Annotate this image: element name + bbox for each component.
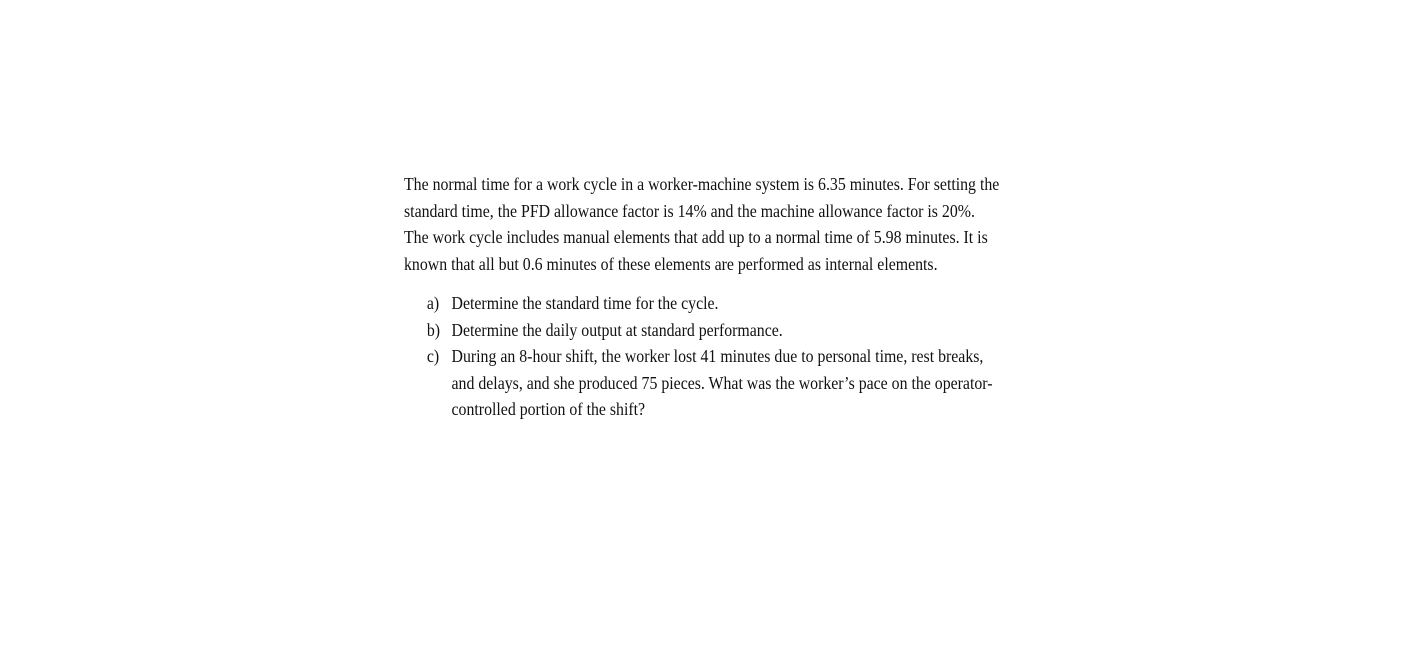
item-marker: b) <box>426 319 441 340</box>
question-item-b <box>404 317 943 344</box>
item-line: Determine the standard time for the cycle. <box>451 293 719 313</box>
item-line: During an 8-hour shift, the worker lost 41 minutes due to personal time, rest breaks, <box>451 346 984 366</box>
intro-paragraph <box>404 171 1000 277</box>
intro-line: standard time, the PFD allowance factor is 14% and the machine allowance factor is 20%. <box>404 200 975 221</box>
item-line: and delays, and she produced 75 pieces. What was the worker’s pace on the operator- <box>451 372 993 393</box>
item-marker: a) <box>426 293 440 313</box>
intro-line: known that all but 0.6 minutes of these elements are performed as internal elements. <box>404 253 938 274</box>
item-marker: c) <box>426 346 440 366</box>
question-item-c <box>404 343 993 423</box>
item-line: controlled portion of the shift? <box>451 399 646 419</box>
item-line: Determine the daily output at standard performance. <box>451 319 783 340</box>
question-list <box>404 290 993 423</box>
intro-line: The normal time for a work cycle in a worker-machine system is 6.35 minutes. For setting the <box>404 174 1000 194</box>
intro-line: The work cycle includes manual elements that add up to a normal time of 5.98 minutes. It is <box>404 227 988 247</box>
question-item-a <box>404 290 943 317</box>
problem-statement <box>404 171 1000 423</box>
